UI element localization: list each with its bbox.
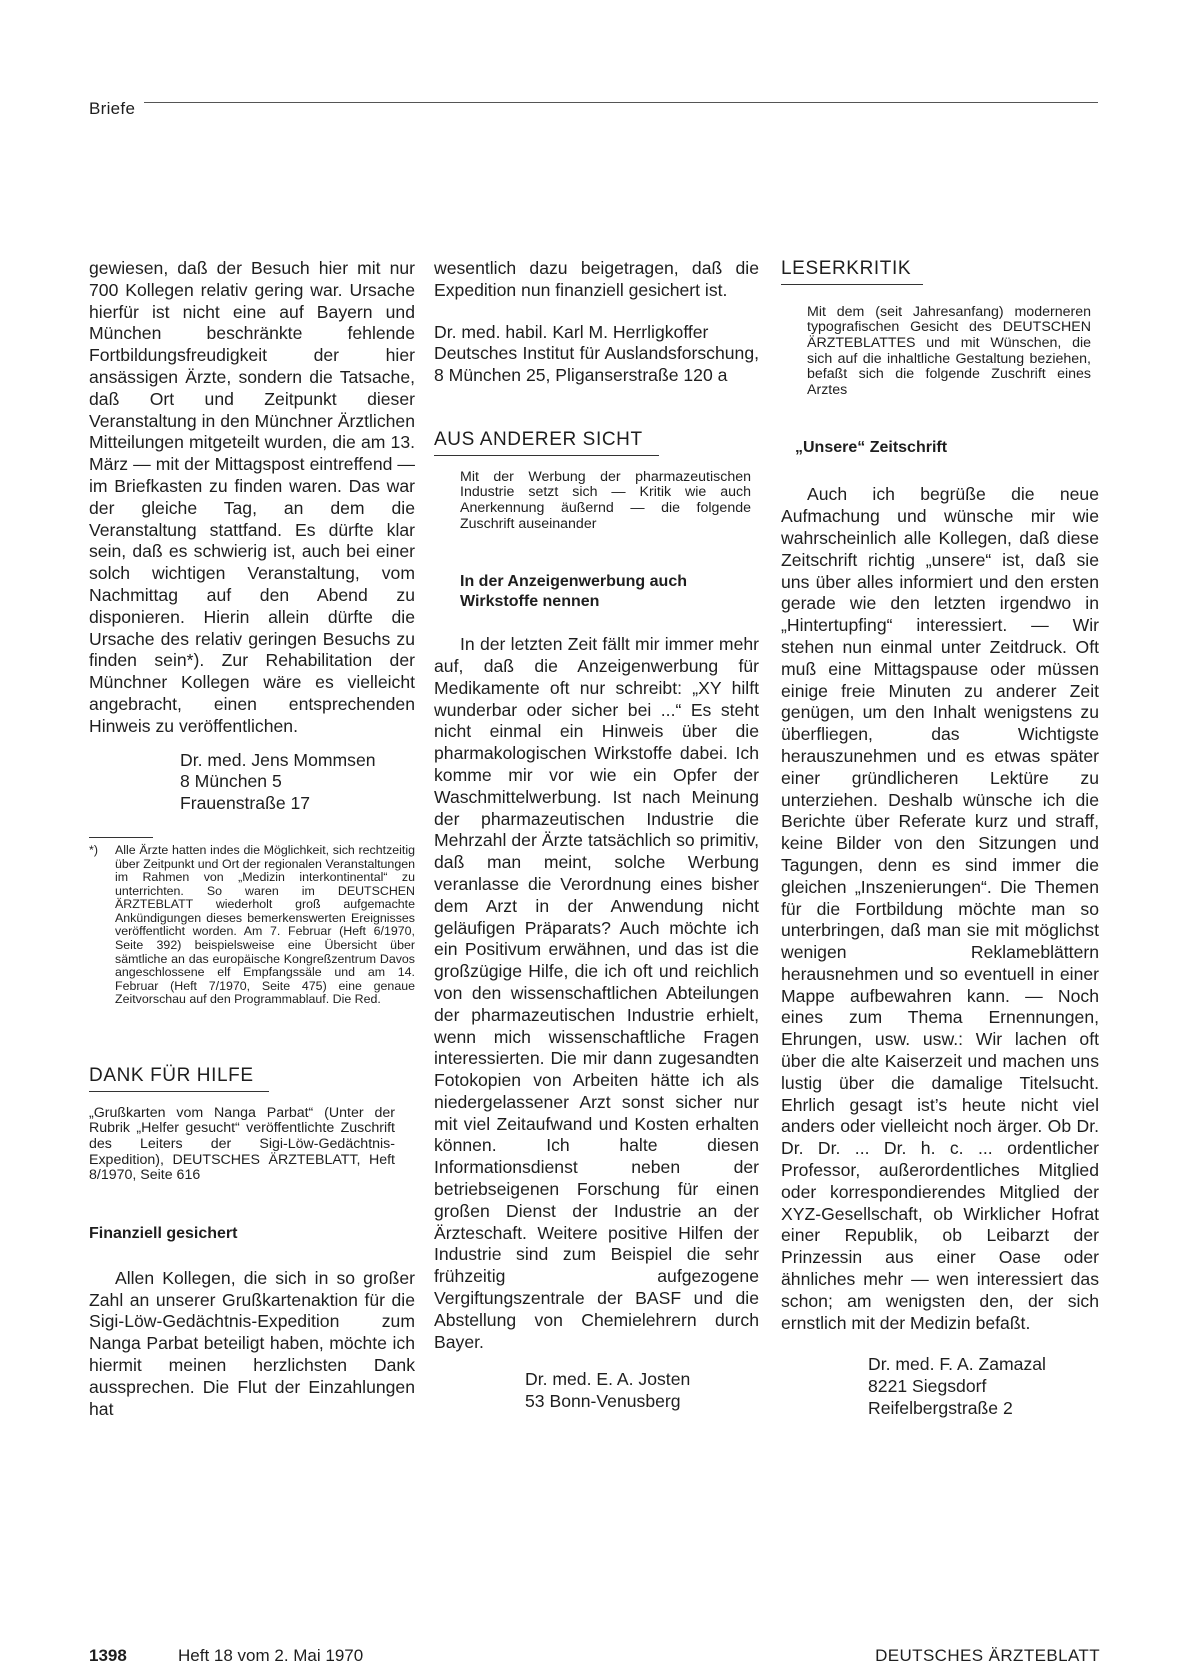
footnote (89, 844, 415, 1007)
section-intro: Mit dem (seit Jahresanfang) moderneren typografischen Gesicht des DEUTSCHEN ÄRZTEBLATTES und mit Wünschen, die sich auf die inhaltliche Gestaltung beziehen, befaßt sich die folgende Zuschrift eines Arztes (807, 303, 1091, 398)
signature-line: Dr. med. F. A. Zamazal (868, 1354, 1046, 1375)
journal-name: DEUTSCHES ÄRZTEBLATT (875, 1646, 1100, 1665)
section-label: Briefe (89, 99, 136, 118)
footnote-mark: *) (89, 842, 98, 857)
signature-line: Deutsches Institut für Auslandsforschung, 8 München 25, Pliganserstraße 120 a (434, 343, 759, 386)
issue-info: Heft 18 vom 2. Mai 1970 (178, 1646, 364, 1665)
signature-line: Frauenstraße 17 (180, 793, 311, 814)
signature-line: 53 Bonn-Venusberg (525, 1391, 681, 1412)
section-intro: Mit der Werbung der pharmazeutischen Industrie setzt sich — Kritik wie auch Anerkennung äußernd — die folgende Zuschrift auseinander (460, 468, 751, 532)
letter-continuation-text: wesentlich dazu beigetragen, daß die Expedition nun finanziell gesichert ist. (434, 258, 759, 300)
footnote-text: Alle Ärzte hatten indes die Möglichkeit, sich rechtzeitig über Zeitpunkt und Ort der regionalen Veranstaltungen im Rahmen von „Medizin interkontinental“ zu unterrichten. So waren im DEUTSCHEN ÄRZTEBLATT wiederholt groß aufgemachte Ankündigungen dieses bemerkenswerten Ereignisses veröffentlicht worden. Am 7. Februar (Heft 6/1970, Seite 392) beispielsweise eine Übersicht über sämtliche an das europäische Kongreßzentrum Davos angeschlossene elf Empfangssäle und am 14. Februar (Heft 7/1970, Seite 475) eine genaue Zeitvorschau auf den Programmablauf. Die Red. (115, 842, 415, 1007)
letter-text: Allen Kollegen, die sich in so großer Zahl an unserer Grußkartenaktion für die Sigi-Löw-Gedächtnis-Expedition zum Nanga Parbat beteiligt haben, möchte ich hiermit meinen herzlichsten Dank aussprechen. Die Flut der Einzahlungen hat (89, 1267, 415, 1419)
signature-josten (434, 1369, 759, 1413)
letter-continuation-text: gewiesen, daß der Besuch hier mit nur 700 Kollegen relativ gering war. Ursache hierfür ist nicht eine auf Bayern und München beschränkte fehlende Fortbildungsfreudigkeit der hier ansässigen Ärzte, sondern die Tatsache, daß Ort und Zeitpunkt dieser Veranstaltung in den Münchner Ärztlichen Mitteilungen mitgeteilt wurden, die am 13. März — mit der Mittagspost eintreffend — im Briefkasten zu finden waren. Das war der gleiche Tag, an dem die Veranstaltung stattfand. Es dürfte klar sein, daß es schwierig ist, auch bei einer solch wichtigen Veranstaltung, vom Nachmittag auf den Abend zu disponieren. Hierin allein dürfte die Ursache des relativ geringen Besuchs zu finden sein*). Zur Rehabilitation der Münchner Kollegen wäre es vielleicht angebracht, einen entsprechenden Hinweis zu veröffentlichen. (89, 258, 415, 736)
signature-line: Dr. med. habil. Karl M. Herrligkoffer (434, 321, 709, 342)
letter-text: In der letzten Zeit fällt mir immer mehr auf, daß die Anzeigenwerbung für Medikamente oft nur schreibt: „XY hilft wunderbar oder sicher bei ...“ Es steht nicht einmal ein Hinweis über die pharmakologischen Wirkstoffe dabei. Ich komme mir vor wie ein Opfer der Waschmittelwerbung. Ist nach Meinung der pharmazeutischen Industrie die Mehrzahl der Ärzte tatsächlich so primitiv, daß man meint, solche Werbung veranlasse die Verordnung eines bisher dem Arzt in der Anwendung nicht geläufigen Präparats? Auch möchte ich ein Positivum erwähnen, und das ist die großzügige Hilfe, die ich oft und reichlich von den wissenschaftlichen Abteilungen der pharmazeutischen Industrie erhielt, wenn mich wissenschaftliche Fragen interessierten. Die mir dann zugesandten Fotokopien von Arbeiten hätte ich als niedergelassener Arzt sonst sicher nur mit viel Zeitaufwand und Kosten erhalten können. Ich halte diesen Informationsdienst neben der betriebseigenen Forschung für einen großen Dienst der Industrie an der Ärzteschaft. Weitere positive Hilfen der Industrie sind zum Beispiel die sehr frühzeitig aufgezogene Vergiftungszentrale der BASF und die Abstellung von Chemielehrern durch Bayer. (434, 634, 759, 1352)
column-3 (781, 258, 1099, 1420)
signature-line: 8221 Siegsdorf (868, 1376, 987, 1397)
signature-mommsen (89, 750, 415, 815)
section-rule (89, 1091, 269, 1092)
signature-line: Dr. med. Jens Mommsen (180, 749, 376, 770)
signature-line: Dr. med. E. A. Josten (525, 1369, 691, 1390)
page-number: 1398 (89, 1646, 127, 1665)
signature-herrligkoffer (434, 322, 759, 387)
letter-subhead: „Unsere“ Zeitschrift (795, 439, 948, 457)
signature-zamazal (781, 1354, 1099, 1419)
header-rule (144, 102, 1098, 103)
footnote-rule (89, 837, 153, 838)
letter-subhead: In der Anzeigenwerbung auch Wirkstoffe nennen (460, 573, 687, 611)
column-2 (434, 258, 759, 1413)
section-heading-leserkritik: LESERKRITIK (781, 258, 912, 279)
letter-text: Auch ich begrüße die neue Aufmachung und wünsche mir wie wahrscheinlich alle Kollegen, daß diese Zeitschrift richtig „unsere“ ist, daß sie uns über alles informiert und den ersten gerade wie den letzten irgendwo in „Hintertupfing“ interessiert. — Wir stehen nun einmal unter Zeitdruck. Oft muß eine Mittagspause oder müssen einige freie Minuten zu anderer Zeit genügen, um den Inhalt wenigstens zu überfliegen, das Wichtigste herauszunehmen und es etwas später einer gründlicheren Lektüre zu unterziehen. Deshalb wünsche ich die Berichte über Referate kurz und straff, keine Bilder von den Sitzungen und Tagungen, denn es sind immer die gleichen „Inszenierungen“. Die Themen für die Fortbildung möchte man so unterbringen, daß man sie mit möglichst wenigen Reklameblättern herausnehmen und so eventuell in einer Mappe aufbewahren kann. — Noch eines zum Thema Ernennungen, Ehrungen, usw. usw.: Wir lachen oft über die alte Kaiserzeit und machen uns lustig über die damalige Titelsucht. Ehrlich gesagt ist’s heute nicht viel anders oder vielleicht noch ärger. Ob Dr. Dr. Dr. ... Dr. h. c. ... ordentlicher Professor, außerordentliches Mitglied oder korrespondierendes Mitglied der XYZ-Gesellschaft, ob Wirklicher Hofrat einer Republik, ob Leibarzt der Prinzessin aus einer Oase oder ähnliches mehr — wen interessiert das schon; am wenigsten den, der sich ernstlich mit der Medizin befaßt. (781, 484, 1099, 1333)
signature-line: Reifelbergstraße 2 (868, 1398, 1013, 1419)
column-1 (89, 258, 415, 1420)
section-rule (434, 455, 659, 456)
signature-line: 8 München 5 (180, 771, 282, 792)
section-heading-dank: DANK FÜR HILFE (89, 1065, 254, 1087)
letter-subhead: Finanziell gesichert (89, 1224, 238, 1242)
section-rule (781, 284, 923, 285)
section-heading-aus-anderer-sicht: AUS ANDERER SICHT (434, 428, 643, 450)
section-intro: „Grußkarten vom Nanga Parbat“ (Unter der Rubrik „Helfer gesucht“ veröffentlichte Zuschrift des Leiters der Sigi-Löw-Gedächtnis-Expedition), DEUTSCHES ÄRZTEBLATT, Heft 8/1970, Seite 616 (89, 1104, 395, 1184)
